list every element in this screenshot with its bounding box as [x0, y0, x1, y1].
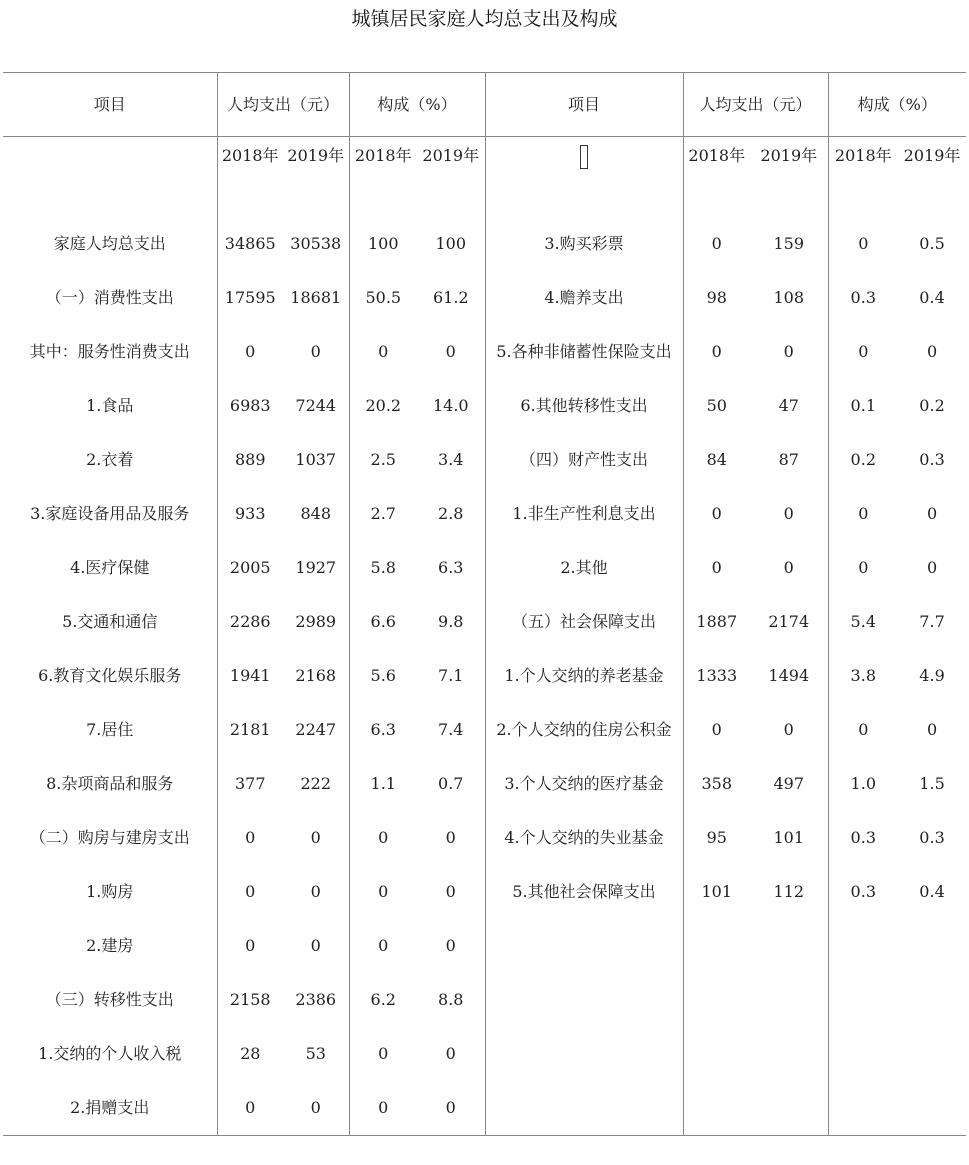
row-value: 2.7	[370, 504, 396, 523]
row-value: 34865	[224, 234, 276, 253]
row-label: 3.个人交纳的医疗基金	[485, 757, 683, 811]
header-per-capita-left: 人均支出（元）	[217, 73, 349, 137]
header-item-right: 项目	[485, 73, 683, 137]
row-value: 0	[711, 720, 722, 739]
table-row	[3, 487, 966, 541]
row-value: 0.4	[919, 288, 945, 307]
row-value	[683, 1081, 750, 1136]
row-value: 0	[283, 1081, 349, 1136]
row-value: 0	[858, 720, 869, 739]
row-value: 358	[701, 774, 733, 793]
table-row	[3, 595, 966, 649]
row-value: 0	[750, 541, 828, 595]
row-value: 7244	[283, 379, 349, 433]
row-label: 2.个人交纳的住房公积金	[485, 703, 683, 757]
row-value: 0	[711, 558, 722, 577]
row-value: 0	[417, 919, 485, 973]
row-value: 28	[240, 1044, 261, 1063]
row-value: 0	[245, 828, 256, 847]
row-label	[485, 1081, 683, 1136]
row-label: 4.赡养支出	[485, 271, 683, 325]
row-value: 0	[926, 504, 938, 523]
row-label: 3.购买彩票	[485, 217, 683, 271]
missing-glyph-icon	[485, 137, 683, 218]
row-value: 2286	[229, 612, 271, 631]
row-value: 0	[858, 342, 869, 361]
row-value: 0.3	[919, 450, 945, 469]
row-label: 3.家庭设备用品及服务	[3, 487, 217, 541]
row-value: 0.3	[850, 828, 876, 847]
row-label: 家庭人均总支出	[3, 217, 217, 271]
page-title: 城镇居民家庭人均总支出及构成	[351, 8, 618, 30]
row-value: 7.1	[417, 649, 485, 703]
header-per-capita-right: 人均支出（元）	[683, 73, 828, 137]
row-value: 47	[750, 379, 828, 433]
row-value: 1.5	[919, 774, 945, 793]
row-value: 2174	[750, 595, 828, 649]
row-value: 50.5	[365, 288, 402, 307]
row-value: 0	[245, 882, 256, 901]
table-row	[3, 1081, 966, 1136]
row-label: 5.其他社会保障支出	[485, 865, 683, 919]
expenditure-table	[3, 72, 966, 1136]
header-composition-left: 构成（%）	[349, 73, 485, 137]
row-value: 6.3	[417, 541, 485, 595]
row-value	[828, 919, 898, 973]
row-value: 53	[283, 1027, 349, 1081]
row-value: 2181	[229, 720, 271, 739]
row-value	[750, 1081, 828, 1136]
row-value: 0	[417, 865, 485, 919]
row-value: 1.1	[370, 774, 396, 793]
row-value	[750, 1027, 828, 1081]
row-label: 1.食品	[3, 379, 217, 433]
row-value: 0	[926, 558, 938, 577]
table-row	[3, 649, 966, 703]
row-value	[683, 1027, 750, 1081]
row-value: 848	[283, 487, 349, 541]
year-label: 2018年	[221, 146, 279, 165]
row-value: 0.3	[850, 288, 876, 307]
row-label: （三）转移性支出	[3, 973, 217, 1027]
row-value: 0	[217, 1081, 283, 1136]
row-value: 0	[283, 865, 349, 919]
row-value: 18681	[283, 271, 349, 325]
row-label: 2.建房	[3, 919, 217, 973]
row-value: 933	[234, 504, 266, 523]
table-row	[3, 757, 966, 811]
row-value: 20.2	[365, 396, 402, 415]
row-label: （一）消费性支出	[3, 271, 217, 325]
row-value: 0	[349, 1081, 417, 1136]
row-value: 2.5	[370, 450, 396, 469]
row-value: 0	[378, 828, 389, 847]
row-value: 0	[417, 811, 485, 865]
row-value: 889	[234, 450, 266, 469]
row-value: 0	[711, 504, 722, 523]
year-label: 2019年	[750, 137, 828, 218]
row-value: 7.7	[919, 612, 945, 631]
row-label: 5.交通和通信	[3, 595, 217, 649]
row-value: 0	[378, 882, 389, 901]
row-value: 0	[926, 720, 938, 739]
table-row	[3, 973, 966, 1027]
table-row	[3, 271, 966, 325]
row-value: 1927	[283, 541, 349, 595]
row-label: 1.非生产性利息支出	[485, 487, 683, 541]
row-value: 0	[858, 234, 869, 253]
row-value: 6983	[229, 396, 271, 415]
row-value: 112	[750, 865, 828, 919]
row-value: 14.0	[417, 379, 485, 433]
row-value: 497	[750, 757, 828, 811]
row-value	[898, 973, 966, 1027]
row-value: 2158	[229, 990, 271, 1009]
table-row	[3, 541, 966, 595]
row-value: 0	[750, 325, 828, 379]
row-value: 1037	[283, 433, 349, 487]
row-value: 0.3	[919, 828, 945, 847]
row-value: 0	[417, 1081, 485, 1136]
row-value	[683, 919, 750, 973]
header-item-left: 项目	[3, 73, 217, 137]
row-value: 7.4	[417, 703, 485, 757]
row-value: 0	[283, 325, 349, 379]
table-row	[3, 379, 966, 433]
row-label: 2.衣着	[3, 433, 217, 487]
row-value: 3.4	[417, 433, 485, 487]
row-value: 0	[378, 936, 389, 955]
row-value: 6.3	[370, 720, 396, 739]
row-value: 0	[378, 1044, 389, 1063]
row-value: 0.4	[919, 882, 945, 901]
row-label	[485, 919, 683, 973]
header-composition-right: 构成（%）	[828, 73, 966, 137]
header-row	[3, 73, 966, 137]
table-row	[3, 811, 966, 865]
row-value: 0	[858, 504, 869, 523]
row-label: （四）财产性支出	[485, 433, 683, 487]
row-label: 1.个人交纳的养老基金	[485, 649, 683, 703]
row-value: 1.0	[850, 774, 876, 793]
row-value: 6.2	[370, 990, 396, 1009]
row-value: 101	[701, 882, 733, 901]
row-value: 1333	[696, 666, 738, 685]
row-label: 2.捐赠支出	[3, 1081, 217, 1136]
row-value	[750, 919, 828, 973]
row-label: 8.杂项商品和服务	[3, 757, 217, 811]
row-value: 0.7	[417, 757, 485, 811]
year-label: 2018年	[834, 146, 892, 165]
row-value: 5.4	[850, 612, 876, 631]
row-label: 7.居住	[3, 703, 217, 757]
row-value: 98	[706, 288, 727, 307]
row-value: 377	[234, 774, 266, 793]
row-value: 0	[378, 342, 389, 361]
row-label	[485, 1027, 683, 1081]
row-value: 222	[283, 757, 349, 811]
row-value: 0	[283, 919, 349, 973]
row-label: 6.其他转移性支出	[485, 379, 683, 433]
row-value: 1941	[229, 666, 271, 685]
row-label: 5.各种非储蓄性保险支出	[485, 325, 683, 379]
row-value	[898, 1081, 966, 1136]
year-label: 2018年	[354, 146, 412, 165]
row-value: 6.6	[370, 612, 396, 631]
row-label: 2.其他	[485, 541, 683, 595]
row-value: 100	[367, 234, 399, 253]
row-value: 2005	[229, 558, 271, 577]
row-value: 0	[750, 487, 828, 541]
row-value	[898, 919, 966, 973]
year-row	[3, 137, 966, 218]
year-label: 2018年	[688, 146, 746, 165]
row-value: 0	[926, 342, 938, 361]
row-value: 5.6	[370, 666, 396, 685]
table-row	[3, 217, 966, 271]
row-value	[898, 1027, 966, 1081]
row-value: 5.8	[370, 558, 396, 577]
row-value: 3.8	[850, 666, 876, 685]
row-value: 9.8	[417, 595, 485, 649]
row-value: 87	[750, 433, 828, 487]
row-label: 4.医疗保健	[3, 541, 217, 595]
row-value: 84	[706, 450, 727, 469]
year-row-blank-left	[3, 137, 217, 218]
row-label: 4.个人交纳的失业基金	[485, 811, 683, 865]
row-value	[828, 1027, 898, 1081]
row-value: 0.3	[850, 882, 876, 901]
row-value: 2168	[283, 649, 349, 703]
row-label: 其中：服务性消费支出	[3, 325, 217, 379]
row-value: 0.2	[919, 396, 945, 415]
year-label: 2019年	[903, 146, 961, 165]
row-value: 0.2	[850, 450, 876, 469]
row-value	[750, 973, 828, 1027]
row-value: 1887	[696, 612, 738, 631]
row-value: 17595	[224, 288, 276, 307]
row-value: 2386	[283, 973, 349, 1027]
row-value: 0	[711, 234, 722, 253]
row-value: 101	[750, 811, 828, 865]
row-label: 1.交纳的个人收入税	[3, 1027, 217, 1081]
row-value: 100	[417, 217, 485, 271]
row-value: 0	[858, 558, 869, 577]
row-value	[683, 973, 750, 1027]
row-value: 2989	[283, 595, 349, 649]
row-value: 8.8	[417, 973, 485, 1027]
row-value: 1494	[750, 649, 828, 703]
table-row	[3, 703, 966, 757]
row-label: （五）社会保障支出	[485, 595, 683, 649]
row-value: 0	[283, 811, 349, 865]
table-row	[3, 433, 966, 487]
year-label: 2019年	[283, 137, 349, 218]
row-value: 0	[417, 325, 485, 379]
row-value: 2247	[283, 703, 349, 757]
row-value: 30538	[283, 217, 349, 271]
row-value: 4.9	[919, 666, 945, 685]
row-label	[485, 973, 683, 1027]
row-value: 108	[750, 271, 828, 325]
row-value: 0	[245, 342, 256, 361]
row-value: 159	[750, 217, 828, 271]
row-value: 0	[750, 703, 828, 757]
row-value: 61.2	[417, 271, 485, 325]
year-label: 2019年	[417, 137, 485, 218]
row-value: 0	[711, 342, 722, 361]
row-value: 0.5	[919, 234, 945, 253]
row-value: 95	[706, 828, 727, 847]
row-value: 50	[706, 396, 727, 415]
row-label: 6.教育文化娱乐服务	[3, 649, 217, 703]
row-value: 0	[245, 936, 256, 955]
row-label: （二）购房与建房支出	[3, 811, 217, 865]
row-value	[828, 973, 898, 1027]
table-row	[3, 865, 966, 919]
row-value: 0.1	[850, 396, 876, 415]
table-row	[3, 1027, 966, 1081]
row-value	[828, 1081, 898, 1136]
row-value: 2.8	[417, 487, 485, 541]
table-row	[3, 325, 966, 379]
table-row	[3, 919, 966, 973]
row-label: 1.购房	[3, 865, 217, 919]
row-value: 0	[417, 1027, 485, 1081]
